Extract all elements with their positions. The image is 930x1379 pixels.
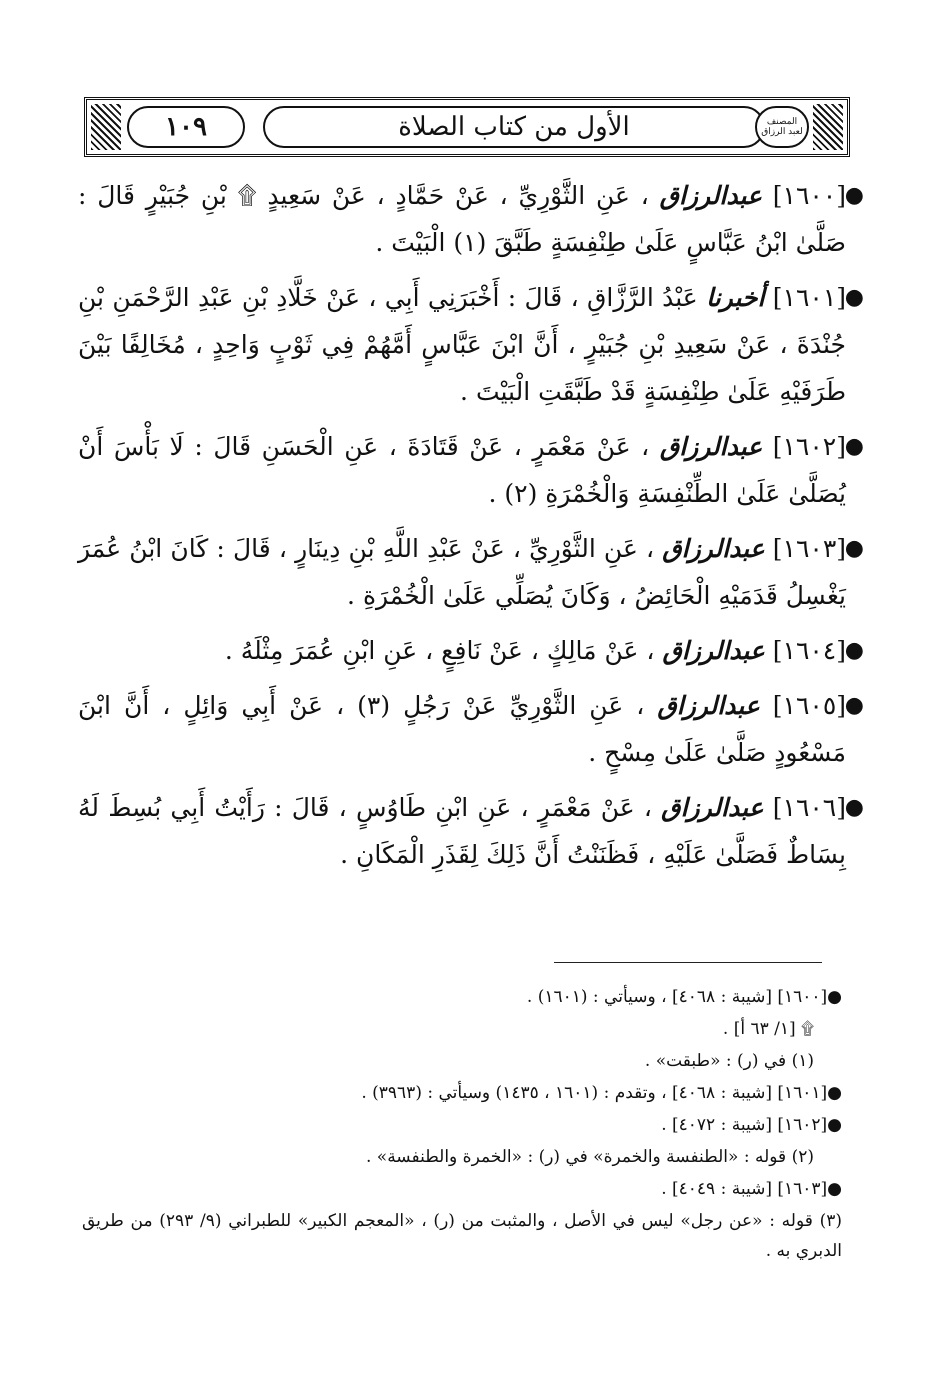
narration-number: [١٦٠٢] — [772, 432, 846, 461]
narration-text: ، عَنِ الثَّوْرِيِّ ، عَنْ حَمَّادٍ ، عَنْ سَعِيدٍ ۩ بْنِ جُبَيْرٍ قَالَ : صَلَّىٰ ابْنُ عَبَّاسٍ عَلَىٰ طِنْفِسَةٍ طَبَّقَ (١) الْبَيْتَ . — [78, 181, 846, 257]
narration-6 — [78, 682, 864, 776]
bullet-icon: ● — [844, 536, 864, 561]
footnote-separator — [554, 962, 822, 963]
bullet-icon: ● — [844, 638, 864, 663]
narration-3 — [78, 423, 864, 517]
narrator-name: عبدالرزاق — [662, 636, 765, 665]
narration-2 — [78, 274, 864, 415]
narration-number: [١٦٠٣] — [772, 534, 847, 563]
bullet-icon: ● — [844, 693, 864, 718]
narration-text: ، عَنْ مَعْمَرٍ ، عَنِ ابْنِ طَاوُسٍ ، قَالَ : رَأَيْتُ أَبِي بُسِطَ لَهُ بِسَاطٌ فَصَلَّىٰ عَلَيْهِ ، فَظَنَنْتُ أَنَّ ذَلِكَ لِقَذَرِ الْمَكَانِ . — [78, 793, 846, 869]
ornament-left — [91, 104, 121, 150]
narration-number: [١٦٠٦] — [772, 793, 846, 822]
footnote-3: (١) في (ر) : «طبقت» . — [644, 1051, 814, 1071]
narration-number: [١٦٠٤] — [772, 636, 846, 665]
page-header — [84, 97, 850, 157]
footnote-8: (٣) قوله : «عن رجل» ليس في الأصل ، والمثبت من (ر) ، «المعجم الكبير» للطبراني (٩/ ٢٩٣) من طريق الدبري به . — [82, 1211, 842, 1261]
narration-number: [١٦٠٠] — [772, 181, 846, 210]
footnotes — [82, 980, 842, 1268]
narrator-name: أخبرنا — [706, 283, 765, 312]
bullet-icon: ● — [844, 183, 864, 208]
narration-text: عَبْدُ الرَّزَّاقِ ، قَالَ : أَخْبَرَنِي أَبِي ، عَنْ خَلَّادِ بْنِ عَبْدِ الرَّحْمَنِ بْنِ جُنْدَةَ ، عَنْ سَعِيدِ بْنِ جُبَيْرٍ ، أَنَّ ابْنَ عَبَّاسٍ أَمَّهُمْ فِي ثَوْبٍ وَاحِدٍ ، مُخَالِفًا بَيْنَ طَرَفَيْهِ عَلَىٰ طِنْفِسَةٍ قَدْ طَبَّقَتِ الْبَيْتَ . — [78, 283, 846, 406]
narration-5 — [78, 627, 864, 674]
narrator-name: عبدالرزاق — [659, 181, 762, 210]
book-emblem: المصنف لعبد الرزاق — [755, 106, 809, 148]
bullet-icon: ● — [844, 795, 864, 820]
narrator-name: عبدالرزاق — [662, 534, 765, 563]
narrator-name: عبدالرزاق — [657, 691, 760, 720]
narration-text: ، عَنْ مَالِكٍ ، عَنْ نَافِعٍ ، عَنِ ابْنِ عُمَرَ مِثْلَهُ . — [224, 636, 655, 665]
narration-4 — [78, 525, 864, 619]
bullet-icon: ● — [844, 434, 864, 459]
bullet-icon: ● — [844, 285, 864, 310]
narration-number: [١٦٠٥] — [772, 691, 847, 720]
footnote-7: ●[١٦٠٣] [شيبة : ٤٠٤٩] . — [661, 1179, 842, 1199]
narration-1 — [78, 172, 864, 266]
footnote-6: (٢) قوله : «الطنفسة والخمرة» في (ر) : «الخمرة والطنفسة» . — [365, 1147, 814, 1167]
page-number: ١٠٩ — [127, 106, 245, 148]
ornament-right — [813, 104, 843, 150]
footnote-2: ۩ [١/ ٦٣ أ] . — [722, 1019, 814, 1039]
narration-number: [١٦٠١] — [772, 283, 847, 312]
footnote-5: ●[١٦٠٢] [شيبة : ٤٠٧٢] . — [661, 1115, 842, 1135]
narrator-name: عبدالرزاق — [659, 432, 763, 461]
footnote-1: ●[١٦٠٠] [شيبة : ٤٠٦٨] ، وسيأتي : (١٦٠١) . — [526, 987, 842, 1007]
narration-text: ، عَنِ الثَّوْرِيِّ عَنْ رَجُلٍ (٣) ، عَنْ أَبِي وَائِلٍ ، أَنَّ ابْنَ مَسْعُودٍ صَلَّىٰ عَلَىٰ مِسْحٍ . — [78, 691, 846, 767]
running-title: الأول من كتاب الصلاة — [263, 106, 765, 148]
narrator-name: عبدالرزاق — [661, 793, 764, 822]
narration-text: ، عَنْ مَعْمَرٍ ، عَنْ قَتَادَةَ ، عَنِ الْحَسَنِ قَالَ : لَا بَأْسَ أَنْ يُصَلَّىٰ عَلَىٰ الطِّنْفِسَةِ وَالْخُمْرَةِ (٢) . — [78, 432, 846, 508]
narration-text: ، عَنِ الثَّوْرِيِّ ، عَنْ عَبْدِ اللَّهِ بْنِ دِينَارٍ ، قَالَ : كَانَ ابْنُ عُمَرَ يَغْسِلُ قَدَمَيْهِ الْحَائِضُ ، وَكَانَ يُصَلِّي عَلَىٰ الْخُمْرَةِ . — [78, 534, 846, 610]
footnote-4: ●[١٦٠١] [شيبة : ٤٠٦٨] ، وتقدم : (١٦٠١ ، ١٤٣٥) وسيأتي : (٣٩٦٣) . — [361, 1083, 842, 1103]
narrations-body — [78, 172, 864, 886]
narration-7 — [78, 784, 864, 878]
